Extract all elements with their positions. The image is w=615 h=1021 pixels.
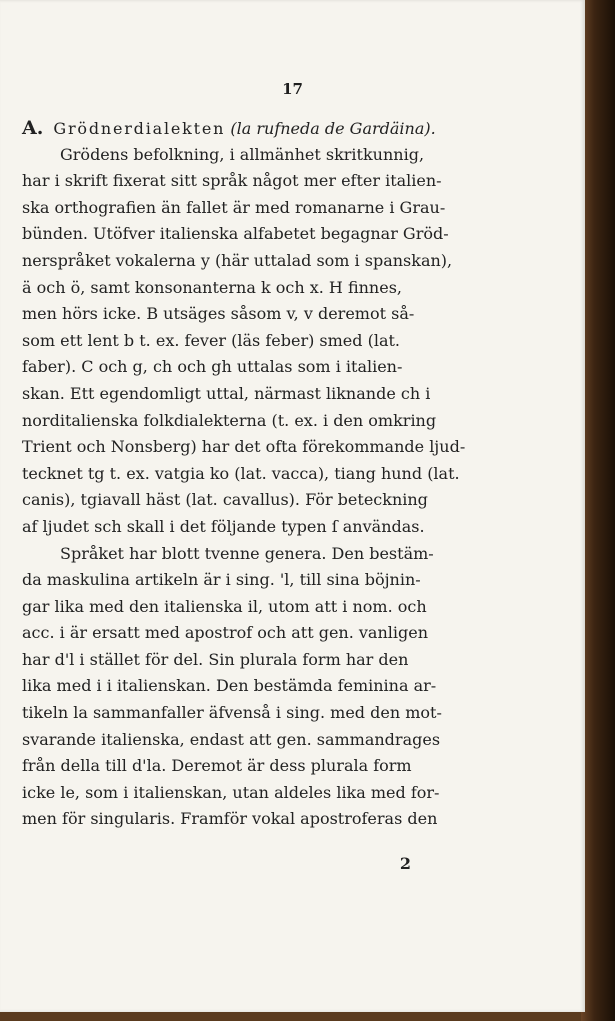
text-line: tecknet tg t. ex. vatgia ko (lat. vacca), tiang hund (lat. xyxy=(22,463,460,483)
text-line: af ljudet sch skall i det följande typen ſ användas. xyxy=(22,516,425,536)
text-line: Språket har blott tvenne genera. Den bestäm- xyxy=(60,543,434,563)
section-letter: A. xyxy=(22,117,44,139)
text-line: har d'l i stället för del. Sin plurala form har den xyxy=(22,649,409,669)
text-line: tikeln la sammanfaller äfvenså i sing. med den mot- xyxy=(22,703,442,723)
text-line: lika med i i italienskan. Den bestämda feminina ar- xyxy=(22,676,437,696)
text-line: acc. i är ersatt med apostrof och att gen. vanligen xyxy=(22,623,429,643)
text-line: från della till d'la. Deremot är dess plurala form xyxy=(22,756,412,776)
text-line: ska orthografien än fallet är med romanarne i Grau- xyxy=(22,197,446,217)
text-line: som ett lent b t. ex. fever (läs feber) smed (lat. xyxy=(22,330,401,350)
text-line: skan. Ett egendomligt uttal, närmast liknande ch i xyxy=(22,383,431,403)
section-subtitle: (la rufneda de Gardäina). xyxy=(230,119,436,138)
text-line: canis), tgiavall häst (lat. cavallus). För beteckning xyxy=(22,490,428,510)
text-line: nerspråket vokalerna y (här uttalad som i spanskan), xyxy=(22,250,453,270)
text-line: norditalienska folkdialekterna (t. ex. i den omkring xyxy=(22,410,437,430)
section-heading xyxy=(22,115,458,142)
text-line: men för singularis. Framför vokal apostroferas den xyxy=(22,809,438,829)
text-line: icke le, som i italienskan, utan aldeles lika med for- xyxy=(22,782,440,802)
text-line: bünden. Utöfver italienska alfabetet begagnar Gröd- xyxy=(22,224,449,244)
signature-mark: 2 xyxy=(399,854,411,873)
text-line: da maskulina artikeln är i sing. 'l, till sina böjnin- xyxy=(22,570,421,590)
text-line: gar lika med den italienska il, utom att i nom. och xyxy=(22,596,427,616)
text-line: men hörs icke. B utsäges såsom v, v deremot så- xyxy=(22,304,415,324)
text-line: svarande italienska, endast att gen. sammandrages xyxy=(22,729,441,749)
page-number: 17 xyxy=(282,80,303,98)
book-spine xyxy=(581,0,615,1021)
section-title: Grödnerdialekten xyxy=(53,119,226,138)
body-text xyxy=(22,115,466,833)
text-line: Trient och Nonsberg) har det ofta förekommande ljud- xyxy=(22,437,466,457)
text-line: faber). C och g, ch och gh uttalas som i italien- xyxy=(22,357,403,377)
text-line: ä och ö, samt konsonanterna k och x. H finnes, xyxy=(22,277,402,297)
text-line: Grödens befolkning, i allmänhet skritkunnig, xyxy=(60,144,425,164)
text-line: har i skrift fixerat sitt språk något mer efter italien- xyxy=(22,171,442,191)
